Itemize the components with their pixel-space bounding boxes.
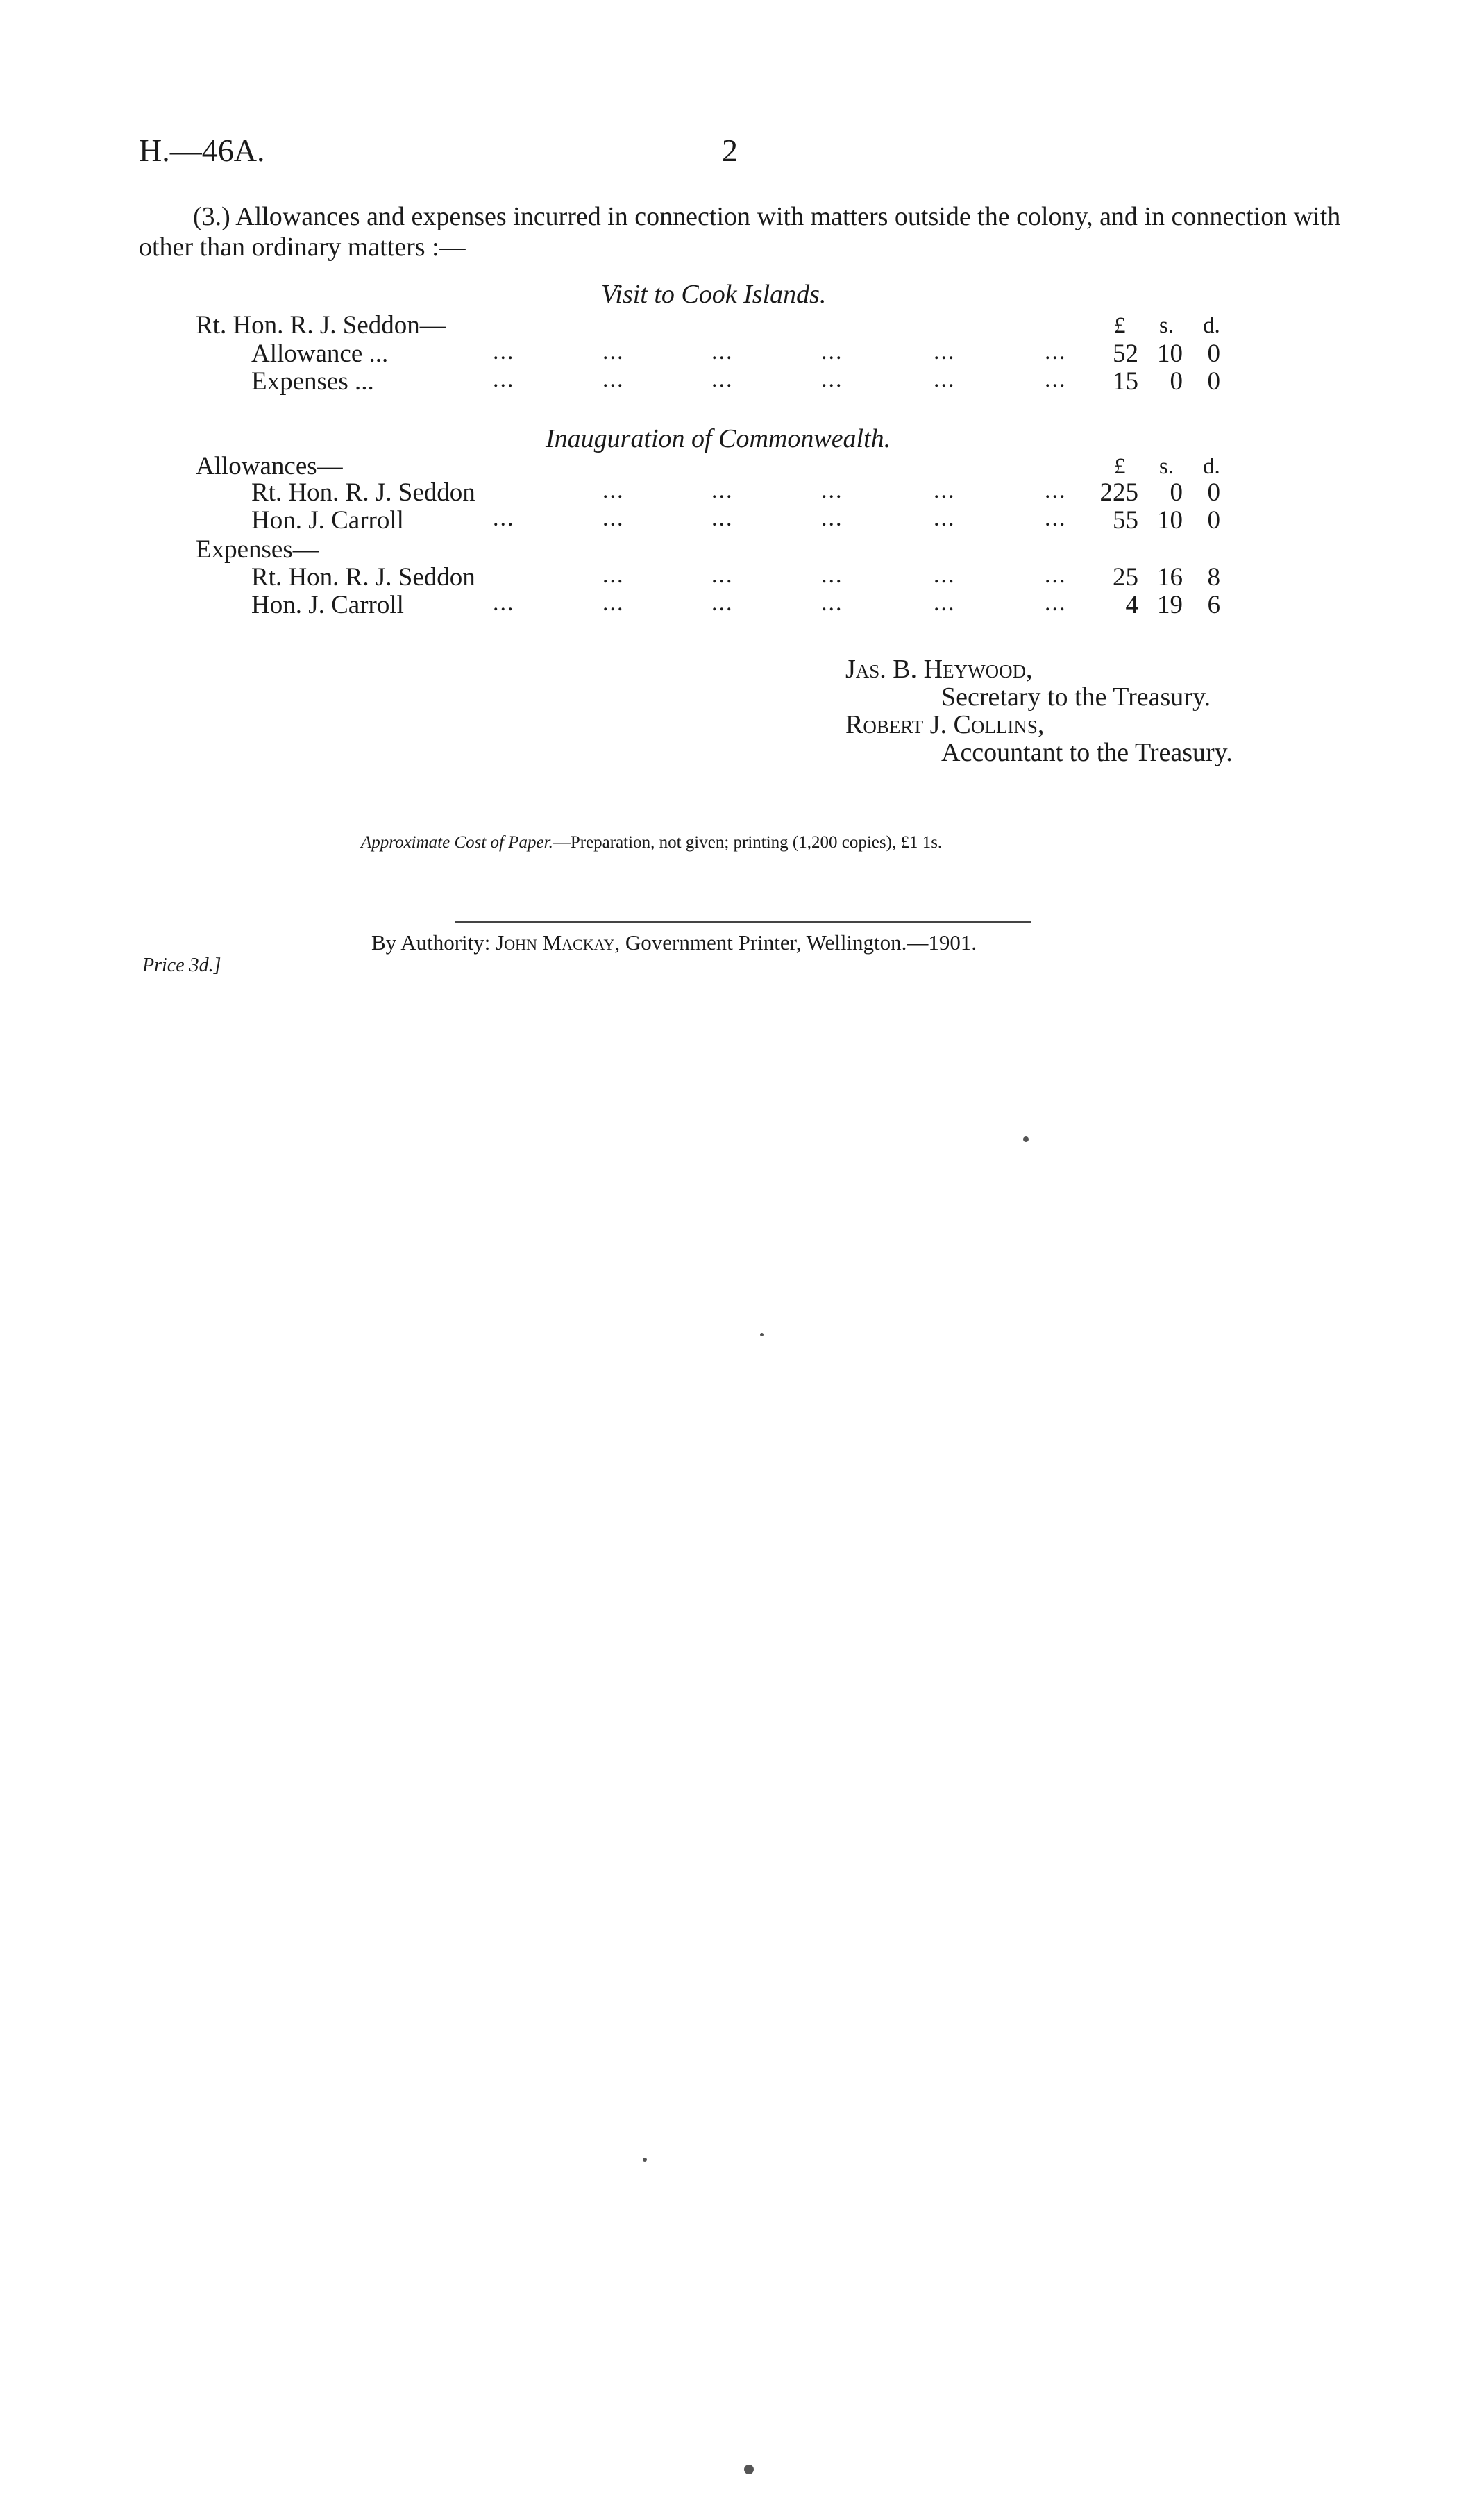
leader-dots: ...	[711, 590, 734, 616]
person-seddon: Rt. Hon. R. J. Seddon—	[196, 311, 446, 339]
leader-dots: ...	[711, 562, 734, 588]
document-reference	[139, 132, 264, 169]
leader-dots: ...	[711, 339, 734, 364]
intro-text: (3.) Allowances and expenses incurred in connection with matters outside the colony, and in connection with other than ordinary matters :—	[139, 202, 1341, 262]
leader-dots: ...	[934, 478, 956, 503]
leader-dots: ...	[1045, 590, 1067, 616]
amount-pounds: 15	[1113, 367, 1138, 396]
leader-dots: ...	[1045, 562, 1067, 588]
expenses-label: Expenses—	[196, 535, 319, 564]
amount-shillings: 10	[1157, 339, 1183, 368]
row-label: Hon. J. Carroll	[251, 506, 404, 535]
scan-speck	[744, 2465, 754, 2474]
leader-dots: ...	[934, 367, 956, 392]
document-reference-main: H.—46	[139, 133, 234, 168]
amount-pounds: 25	[1113, 563, 1138, 591]
amount-shillings: 16	[1157, 563, 1183, 591]
leader-dots: ...	[934, 590, 956, 616]
column-header-pounds: £	[1114, 454, 1126, 479]
leader-dots: ...	[602, 590, 625, 616]
amount-pence: 6	[1207, 591, 1220, 619]
leader-dots: ...	[821, 367, 843, 392]
signature-name: Robert J. Collins,	[845, 710, 1045, 739]
leader-dots: ...	[1045, 367, 1067, 392]
column-header-pence: d.	[1203, 454, 1220, 479]
leader-dots: ...	[602, 478, 625, 503]
column-header-shillings: s.	[1159, 454, 1174, 479]
scan-speck	[643, 2158, 647, 2162]
allowances-label: Allowances—	[196, 452, 343, 480]
page-number: 2	[722, 133, 738, 168]
intro-paragraph	[139, 201, 1347, 262]
amount-shillings: 19	[1157, 591, 1183, 619]
leader-dots: ...	[493, 339, 515, 364]
section-title-commonwealth: Inauguration of Commonwealth.	[546, 424, 891, 453]
amount-pence: 0	[1207, 478, 1220, 507]
row-label: Expenses ...	[251, 367, 374, 396]
signature-title: Accountant to the Treasury.	[941, 738, 1233, 767]
leader-dots: ...	[821, 505, 843, 531]
leader-dots: ...	[821, 590, 843, 616]
imprint-printer: John Mackay,	[496, 930, 621, 955]
leader-dots: ...	[821, 562, 843, 588]
amount-pence: 0	[1207, 339, 1220, 368]
cost-note-text: —Preparation, not given; printing (1,200 copies), £1 1s.	[553, 833, 943, 852]
leader-dots: ...	[821, 478, 843, 503]
column-header-shillings: s.	[1159, 313, 1174, 338]
leader-dots: ...	[711, 478, 734, 503]
imprint-suffix: Government Printer, Wellington.—1901.	[625, 930, 977, 955]
amount-shillings: 0	[1170, 478, 1183, 507]
row-label: Rt. Hon. R. J. Seddon	[251, 563, 475, 591]
leader-dots: ...	[602, 562, 625, 588]
cost-note-label: Approximate Cost of Paper.	[361, 833, 553, 852]
printer-imprint	[371, 930, 977, 955]
divider-rule	[455, 921, 1031, 923]
signature-title: Secretary to the Treasury.	[941, 682, 1211, 712]
section-title-cook-islands: Visit to Cook Islands.	[601, 280, 827, 309]
signature-name: Jas. B. Heywood,	[845, 655, 1033, 684]
price-label: Price 3d.]	[142, 955, 221, 976]
amount-shillings: 0	[1170, 367, 1183, 396]
leader-dots: ...	[602, 339, 625, 364]
leader-dots: ...	[1045, 339, 1067, 364]
leader-dots: ...	[934, 562, 956, 588]
amount-pounds: 4	[1125, 591, 1138, 619]
leader-dots: ...	[1045, 505, 1067, 531]
leader-dots: ...	[934, 339, 956, 364]
document-reference-suffix: A.	[233, 133, 265, 168]
row-label: Rt. Hon. R. J. Seddon	[251, 478, 475, 507]
leader-dots: ...	[1045, 478, 1067, 503]
amount-pounds: 225	[1099, 478, 1138, 507]
scan-speck	[1023, 1136, 1029, 1142]
leader-dots: ...	[602, 367, 625, 392]
leader-dots: ...	[934, 505, 956, 531]
amount-pounds: 55	[1113, 506, 1138, 535]
amount-pence: 8	[1207, 563, 1220, 591]
amount-pounds: 52	[1113, 339, 1138, 368]
amount-shillings: 10	[1157, 506, 1183, 535]
cost-of-paper-note	[361, 833, 942, 853]
leader-dots: ...	[602, 505, 625, 531]
column-header-pounds: £	[1114, 313, 1126, 338]
row-label: Hon. J. Carroll	[251, 591, 404, 619]
leader-dots: ...	[711, 367, 734, 392]
row-label: Allowance ...	[251, 339, 389, 368]
amount-pence: 0	[1207, 506, 1220, 535]
leader-dots: ...	[493, 367, 515, 392]
leader-dots: ...	[493, 590, 515, 616]
column-header-pence: d.	[1203, 313, 1220, 338]
leader-dots: ...	[711, 505, 734, 531]
leader-dots: ...	[493, 505, 515, 531]
amount-pence: 0	[1207, 367, 1220, 396]
imprint-prefix: By Authority:	[371, 930, 491, 955]
leader-dots: ...	[821, 339, 843, 364]
scan-speck	[760, 1333, 764, 1336]
